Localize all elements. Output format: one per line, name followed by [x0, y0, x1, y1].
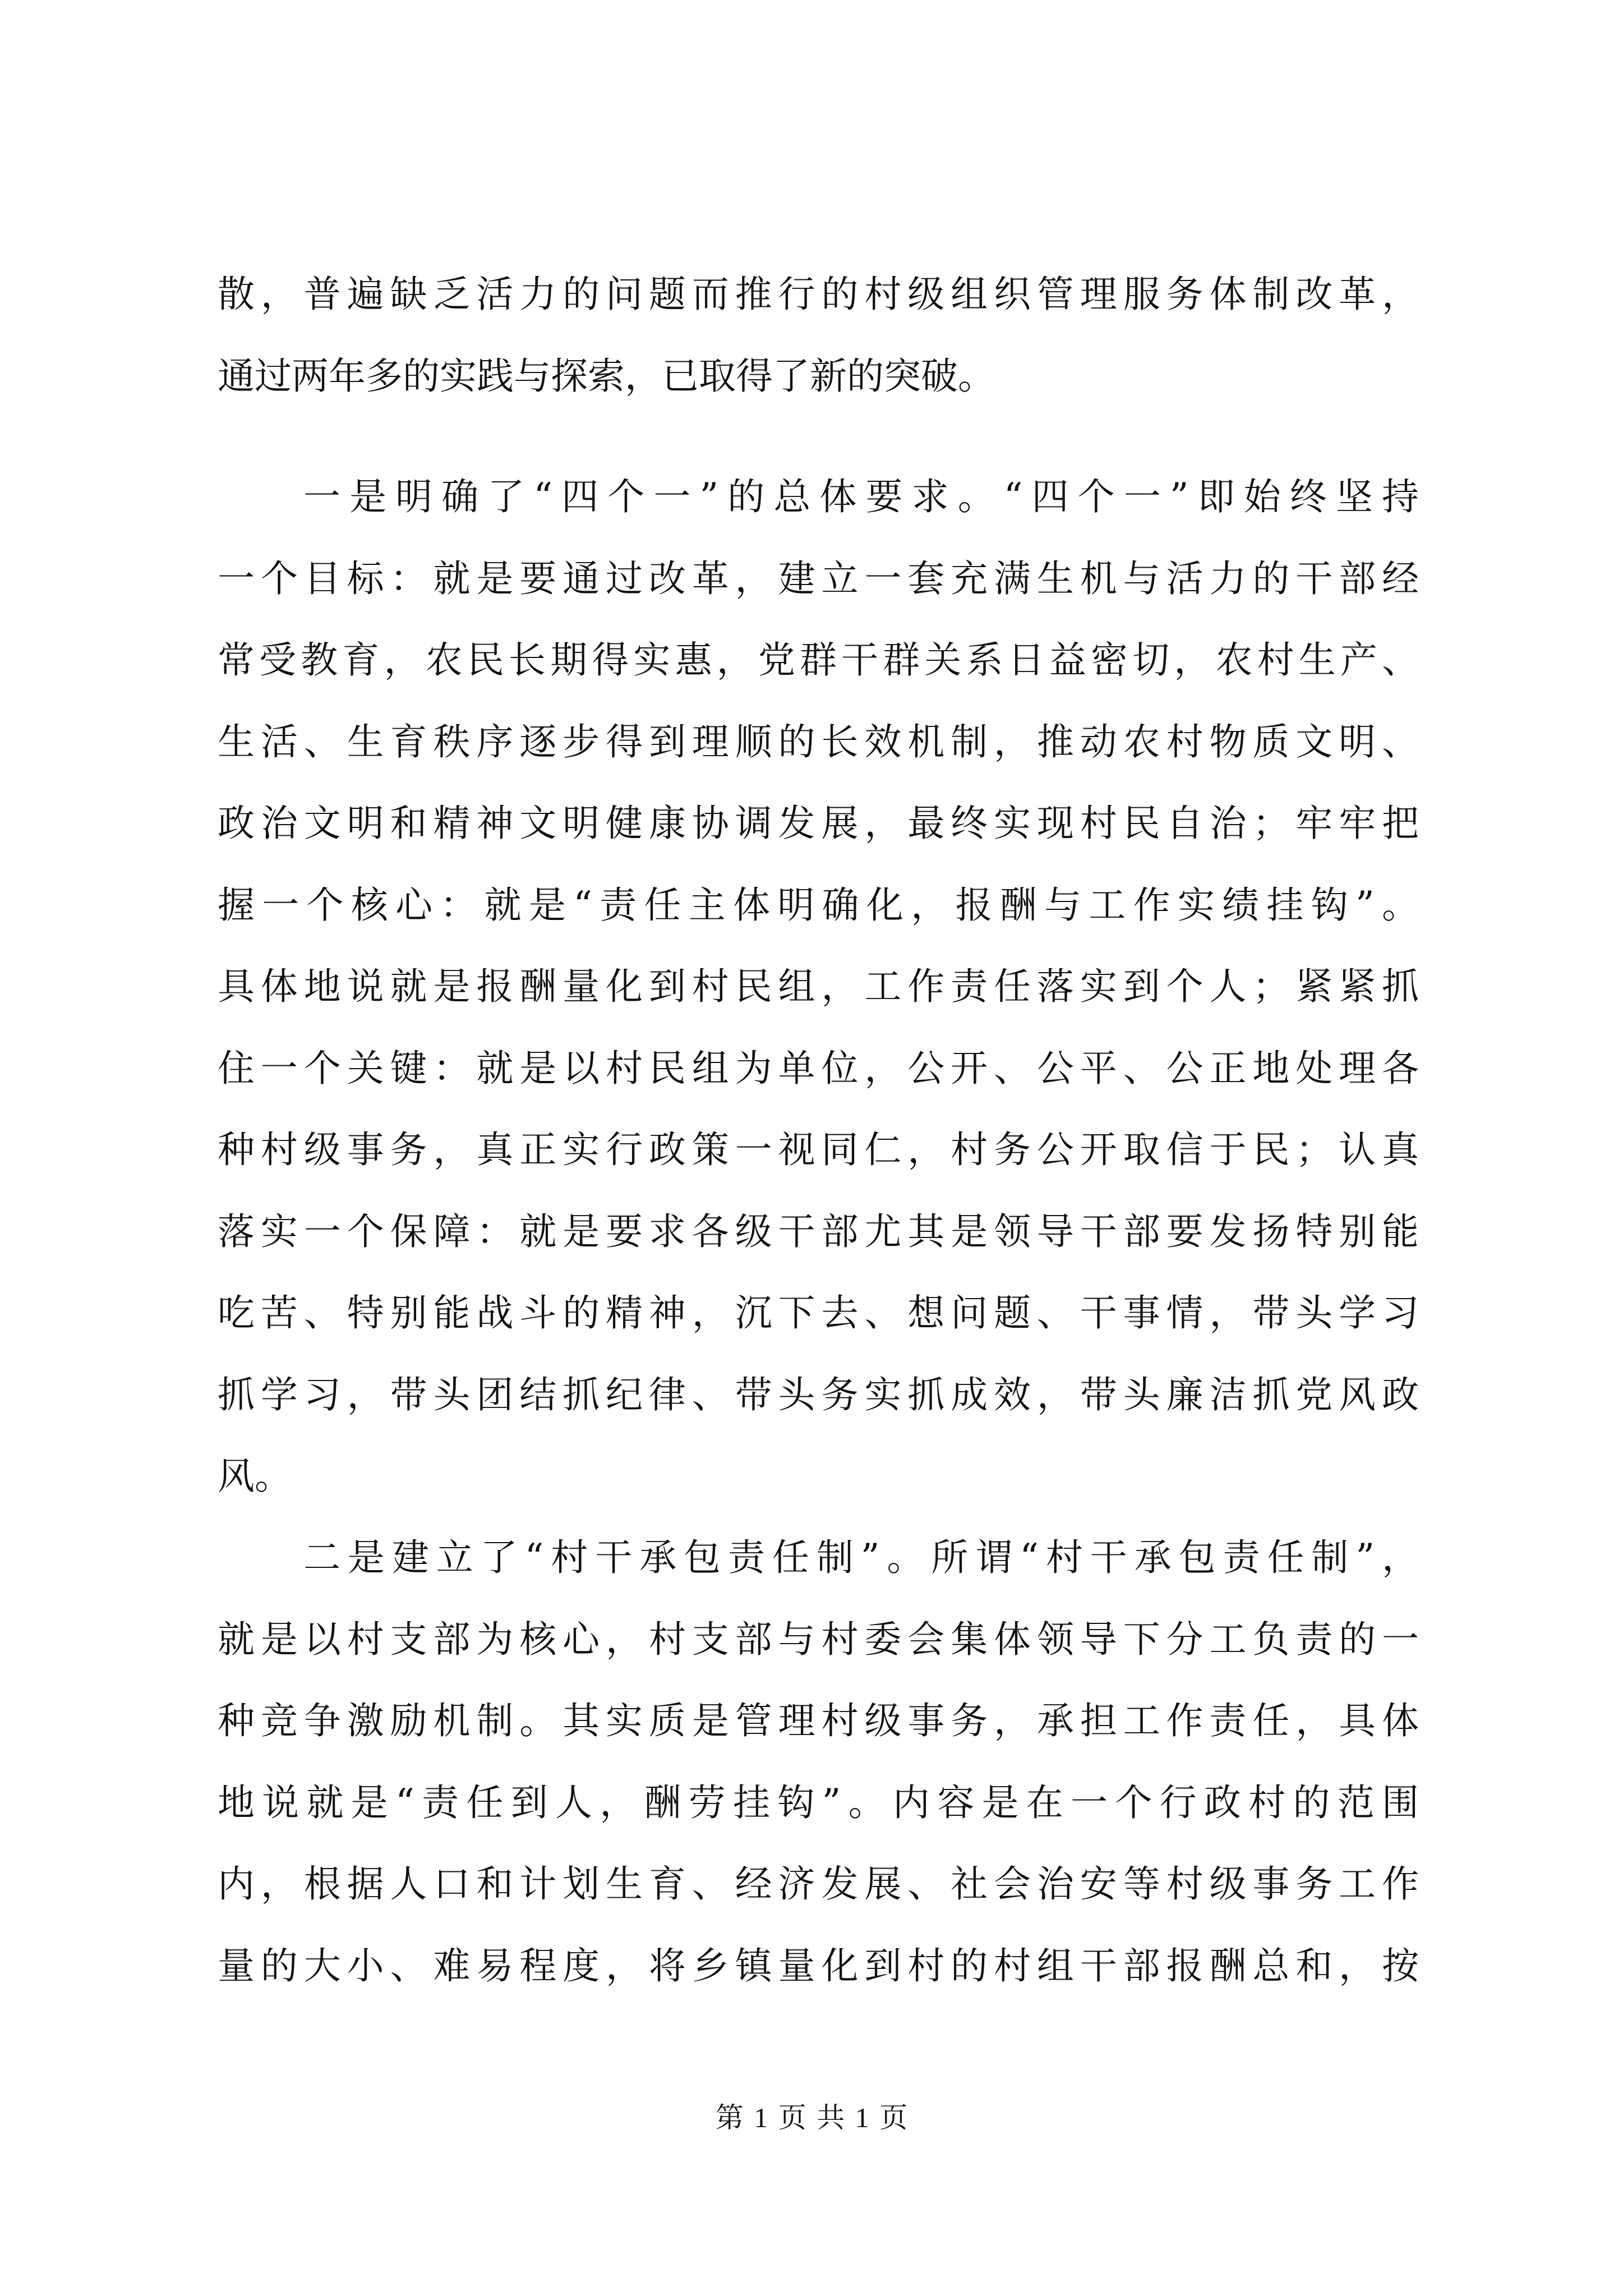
paragraph-line: 落实一个保障：就是要求各级干部尤其是领导干部要发扬特别能 — [218, 1209, 1419, 1253]
paragraph-line: 一个目标：就是要通过改革，建立一套充满生机与活力的干部经 — [218, 556, 1419, 600]
paragraph-line: 握一个核心：就是“责任主体明确化，报酬与工作实绩挂钩”。 — [218, 883, 1419, 927]
paragraph-line: 二是建立了“村干承包责任制”。所谓“村干承包责任制”， — [303, 1536, 1419, 1579]
paragraph-1 — [218, 254, 1419, 417]
paragraph-line: 通过两年多的实践与探索，已取得了新的突破。 — [218, 354, 995, 398]
paragraph-line: 吃苦、特别能战斗的精神，沉下去、想问题、干事情，带头学习 — [218, 1291, 1419, 1335]
paragraph-line: 一是明确了“四个一”的总体要求。“四个一”即始终坚持 — [303, 475, 1419, 518]
paragraph-line: 具体地说就是报酬量化到村民组，工作责任落实到个人；紧紧抓 — [218, 965, 1419, 1008]
paragraph-line: 种竞争激励机制。其实质是管理村级事务，承担工作责任，具体 — [218, 1699, 1419, 1742]
paragraph-line: 就是以村支部为核心，村支部与村委会集体领导下分工负责的一 — [218, 1617, 1419, 1661]
paragraph-line: 政治文明和精神文明健康协调发展，最终实现村民自治；牢牢把 — [218, 802, 1419, 845]
paragraph-line: 生活、生育秩序逐步得到理顺的长效机制，推动农村物质文明、 — [218, 720, 1419, 763]
paragraph-line: 常受教育，农民长期得实惠，党群干群关系日益密切，农村生产、 — [218, 638, 1419, 682]
page-footer: 第 1 页 共 1 页 — [715, 2102, 908, 2133]
paragraph-line: 散，普遍缺乏活力的问题而推行的村级组织管理服务体制改革， — [218, 273, 1419, 316]
paragraph-line: 抓学习，带头团结抓纪律、带头务实抓成效，带头廉洁抓党风政 — [218, 1373, 1419, 1416]
paragraph-3 — [218, 1517, 1419, 2007]
paragraph-line: 种村级事务，真正实行政策一视同仁，村务公开取信于民；认真 — [218, 1128, 1419, 1171]
paragraph-2 — [218, 456, 1419, 1517]
paragraph-line: 风。 — [218, 1455, 292, 1498]
paragraph-line: 量的大小、难易程度，将乡镇量化到村的村组干部报酬总和，按 — [218, 1944, 1419, 1987]
paragraph-line: 住一个关键：就是以村民组为单位，公开、公平、公正地处理各 — [218, 1046, 1419, 1090]
paragraph-line: 内，根据人口和计划生育、经济发展、社会治安等村级事务工作 — [218, 1862, 1419, 1906]
paragraph-line: 地说就是“责任到人，酬劳挂钩”。内容是在一个行政村的范围 — [218, 1780, 1419, 1824]
